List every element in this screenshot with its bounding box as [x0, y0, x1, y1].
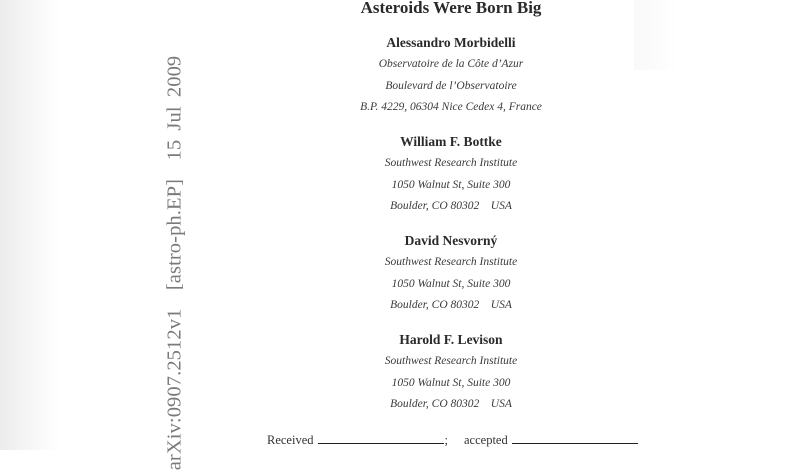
affiliation-line: Southwest Research Institute: [384, 256, 518, 268]
author-name: Harold F. Levison: [399, 332, 503, 347]
author-block-levison: [251, 329, 651, 416]
affiliation-line: Observatoire de la Côte d’Azur: [378, 58, 524, 70]
author-name: David Nesvorný: [404, 233, 498, 248]
received-label: Received: [267, 433, 314, 447]
affiliation-line: Boulevard de l’Observatoire: [385, 79, 517, 92]
separator: ;: [444, 433, 448, 447]
received-date-blank: [318, 432, 444, 444]
affiliation-line: Boulder, CO 80302 USA: [390, 398, 512, 410]
author-name: Alessandro Morbidelli: [386, 35, 516, 50]
affiliation-line: 1050 Walnut St, Suite 300: [391, 376, 511, 389]
affiliation-line: Southwest Research Institute: [384, 157, 518, 169]
page-edge-shadow-left: [0, 0, 60, 450]
affiliation-line: Boulder, CO 80302 USA: [390, 299, 512, 311]
arxiv-identifier-stamp: arXiv:0907.2512v1 [astro-ph.EP] 15 Jul 2009: [163, 55, 186, 470]
author-block-morbidelli: [251, 32, 651, 119]
received-accepted-line: [267, 432, 638, 448]
affiliation-line: 1050 Walnut St, Suite 300: [391, 178, 511, 191]
author-block-bottke: [251, 131, 651, 218]
author-name: William F. Bottke: [400, 134, 502, 149]
accepted-label: accepted: [464, 433, 508, 447]
affiliation-line: Boulder, CO 80302 USA: [390, 200, 512, 212]
affiliation-line: 1050 Walnut St, Suite 300: [391, 277, 511, 290]
accepted-date-blank: [512, 432, 638, 444]
affiliation-line: Southwest Research Institute: [384, 355, 518, 367]
affiliation-line: B.P. 4229, 06304 Nice Cedex 4, France: [360, 101, 542, 113]
paper-title: Asteroids Were Born Big: [360, 0, 542, 17]
author-block-nesvorny: [251, 230, 651, 317]
